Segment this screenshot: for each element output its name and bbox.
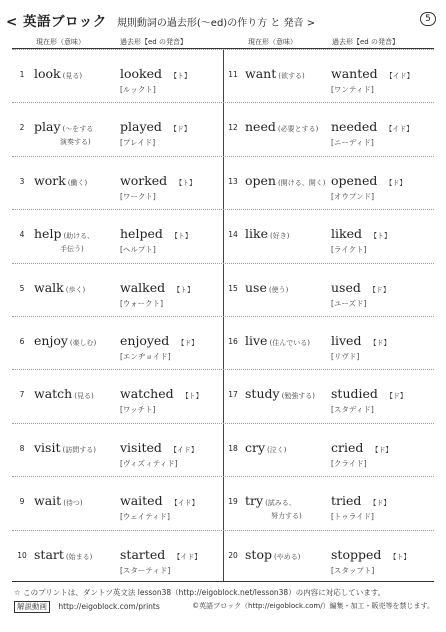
present-verb: study bbox=[245, 386, 280, 402]
ed-pronunciation: 【ド】 bbox=[371, 445, 393, 454]
footer-bar bbox=[14, 601, 434, 615]
katakana-reading: [スタディド] bbox=[331, 405, 374, 415]
katakana-reading: [ヴィズィティド] bbox=[120, 458, 178, 468]
video-button[interactable]: 解説動画 bbox=[14, 601, 50, 613]
present-form bbox=[34, 66, 82, 81]
table-row bbox=[12, 369, 434, 422]
table-row bbox=[12, 476, 434, 529]
katakana-reading: [トゥライド] bbox=[331, 512, 374, 522]
ed-pronunciation: 【ト】 bbox=[369, 232, 391, 241]
col-header-past-right: 過去形【ed の発音】 bbox=[332, 38, 399, 46]
verb-meaning: (始まる) bbox=[65, 552, 93, 561]
verb-number: 1 bbox=[19, 70, 25, 79]
verb-number: 10 bbox=[17, 550, 27, 560]
ed-pronunciation: 【ド】 bbox=[169, 125, 191, 134]
past-verb: needed bbox=[331, 119, 378, 135]
table-row bbox=[12, 423, 434, 476]
past-form bbox=[120, 547, 201, 562]
verb-number: 7 bbox=[19, 390, 25, 400]
verb-entry bbox=[12, 103, 223, 156]
verb-meaning: (試みる、 bbox=[265, 499, 296, 508]
present-form bbox=[245, 119, 318, 134]
katakana-reading: [ライクト] bbox=[331, 245, 367, 255]
past-verb: waited bbox=[120, 493, 163, 509]
present-form bbox=[34, 226, 94, 241]
verb-number: 4 bbox=[19, 230, 25, 240]
katakana-reading: [ワークト] bbox=[120, 191, 156, 201]
past-form bbox=[120, 280, 194, 295]
present-verb: use bbox=[245, 279, 267, 295]
footer-note: ☆ このプリントは、ダントツ英文法 lesson38（http://eigoblock.net/lesson38）の内容に対応しています。 bbox=[14, 588, 386, 597]
verb-meaning-continued: 演奏する) bbox=[60, 138, 91, 147]
past-verb: tried bbox=[331, 493, 362, 509]
verb-number: 13 bbox=[228, 176, 238, 186]
ed-pronunciation: 【ト】 bbox=[389, 552, 411, 561]
katakana-reading: [ニーディド] bbox=[331, 138, 374, 148]
present-verb: watch bbox=[34, 386, 73, 402]
verb-meaning: (住んでいる) bbox=[269, 339, 310, 347]
past-form bbox=[331, 119, 413, 134]
verb-meaning: (使う) bbox=[268, 285, 289, 294]
present-verb: work bbox=[34, 172, 66, 188]
verb-entry bbox=[12, 50, 223, 103]
table-row bbox=[12, 530, 434, 583]
ed-pronunciation: 【ト】 bbox=[170, 232, 192, 241]
present-form bbox=[34, 440, 96, 455]
ed-pronunciation: 【ト】 bbox=[170, 72, 192, 80]
verb-meaning: (やめる) bbox=[273, 552, 301, 561]
ed-pronunciation: 【イド】 bbox=[385, 125, 414, 134]
katakana-reading: [エンヂョイド] bbox=[120, 352, 171, 361]
present-form bbox=[245, 173, 325, 188]
past-verb: visited bbox=[120, 439, 162, 455]
verb-number: 17 bbox=[228, 390, 238, 400]
past-verb: used bbox=[331, 279, 361, 295]
ed-pronunciation: 【ド】 bbox=[369, 499, 391, 508]
verb-entry bbox=[223, 103, 434, 156]
verb-number: 9 bbox=[19, 497, 25, 507]
present-verb: wait bbox=[34, 493, 62, 509]
katakana-reading: [ワンティド] bbox=[331, 85, 374, 94]
verb-meaning: (待つ) bbox=[63, 499, 83, 508]
verb-meaning: (歩く) bbox=[65, 285, 86, 294]
verb-meaning: (欲する) bbox=[278, 72, 305, 80]
verb-meaning-continued: 努力する) bbox=[271, 512, 302, 521]
verb-entry bbox=[223, 424, 434, 477]
past-form bbox=[120, 66, 191, 81]
page-header bbox=[0, 0, 446, 36]
past-form bbox=[120, 226, 192, 241]
past-form bbox=[331, 333, 390, 348]
present-form bbox=[34, 333, 96, 348]
verb-meaning: (訪問する) bbox=[62, 445, 96, 454]
katakana-reading: [スターティド] bbox=[120, 565, 171, 575]
past-verb: watched bbox=[120, 386, 174, 402]
verb-entry bbox=[12, 264, 223, 317]
verb-number: 8 bbox=[19, 443, 25, 453]
katakana-reading: [ウェイティド] bbox=[120, 512, 170, 522]
verb-number: 3 bbox=[19, 176, 25, 186]
present-verb: stop bbox=[245, 546, 272, 562]
ed-pronunciation: 【ト】 bbox=[181, 392, 203, 401]
present-form bbox=[34, 493, 83, 508]
katakana-reading: [プレイド] bbox=[120, 138, 156, 148]
present-form bbox=[245, 386, 315, 401]
past-verb: studied bbox=[331, 386, 378, 402]
verb-number: 6 bbox=[19, 337, 25, 346]
verb-meaning: (〜をする bbox=[62, 125, 94, 134]
verb-meaning: (開ける、開く) bbox=[277, 178, 326, 187]
verb-meaning: (勉強する) bbox=[281, 392, 316, 401]
past-form bbox=[331, 173, 406, 188]
past-verb: opened bbox=[331, 172, 378, 188]
present-form bbox=[34, 173, 87, 188]
present-verb: open bbox=[245, 172, 276, 188]
present-verb: play bbox=[34, 119, 61, 135]
verb-meaning: (楽しむ) bbox=[69, 339, 97, 347]
verb-entry bbox=[12, 477, 223, 530]
past-verb: stopped bbox=[331, 546, 382, 562]
verb-entry bbox=[223, 50, 434, 103]
katakana-reading: [クライド] bbox=[331, 458, 367, 468]
table-row bbox=[12, 316, 434, 369]
past-form bbox=[331, 66, 414, 81]
present-form bbox=[245, 280, 288, 295]
present-form bbox=[245, 440, 287, 455]
present-form bbox=[245, 226, 289, 241]
present-verb: walk bbox=[34, 279, 64, 295]
present-form bbox=[34, 119, 93, 134]
katakana-reading: [ユーズド] bbox=[331, 298, 367, 308]
verb-number: 14 bbox=[228, 230, 238, 240]
verb-number: 18 bbox=[228, 443, 238, 453]
ed-pronunciation: 【ド】 bbox=[177, 339, 199, 347]
verb-meaning: (働く) bbox=[67, 178, 88, 187]
katakana-reading: [オウプンド] bbox=[331, 191, 375, 201]
page-number-badge: 5 bbox=[420, 12, 436, 26]
present-verb: cry bbox=[245, 439, 266, 455]
verb-entry bbox=[223, 477, 434, 530]
col-header-past-left: 過去形【ed の発音】 bbox=[120, 38, 187, 46]
ed-pronunciation: 【イド】 bbox=[170, 499, 199, 508]
past-verb: looked bbox=[120, 66, 163, 81]
verb-entry bbox=[12, 157, 223, 210]
table-row bbox=[12, 209, 434, 262]
present-verb: want bbox=[245, 66, 277, 81]
past-form bbox=[120, 493, 199, 508]
verb-entry bbox=[223, 370, 434, 423]
col-header-present-left: 現在形（意味） bbox=[36, 38, 85, 46]
past-form bbox=[331, 226, 391, 241]
verb-meaning: (必要とする) bbox=[277, 125, 319, 134]
katakana-reading: [ワッチト] bbox=[120, 405, 156, 415]
present-form bbox=[34, 547, 92, 562]
past-form bbox=[331, 440, 392, 455]
verb-meaning: (好き) bbox=[269, 232, 290, 241]
present-verb: start bbox=[34, 546, 64, 562]
verb-number: 19 bbox=[228, 497, 238, 507]
past-verb: liked bbox=[331, 226, 362, 242]
ed-pronunciation: 【イド】 bbox=[173, 552, 202, 561]
past-form bbox=[331, 547, 410, 562]
present-verb: need bbox=[245, 119, 276, 135]
past-verb: started bbox=[120, 546, 166, 562]
present-verb: help bbox=[34, 226, 62, 242]
present-form bbox=[245, 333, 310, 348]
present-form bbox=[34, 386, 94, 401]
past-verb: enjoyed bbox=[120, 333, 170, 348]
present-verb: try bbox=[245, 493, 264, 509]
present-form bbox=[245, 493, 296, 508]
verb-meaning: (見る) bbox=[74, 392, 94, 401]
verb-number: 2 bbox=[19, 123, 25, 133]
past-form bbox=[331, 386, 407, 401]
present-form bbox=[245, 66, 305, 81]
ed-pronunciation: 【イド】 bbox=[385, 72, 414, 80]
verb-entry bbox=[223, 264, 434, 317]
present-verb: visit bbox=[34, 439, 61, 455]
past-verb: helped bbox=[120, 226, 163, 242]
past-verb: walked bbox=[120, 279, 166, 295]
ed-pronunciation: 【ド】 bbox=[368, 285, 390, 294]
past-verb: played bbox=[120, 119, 162, 135]
verb-entry bbox=[12, 210, 223, 263]
katakana-reading: [スタップト] bbox=[331, 565, 375, 575]
verb-entry bbox=[223, 317, 434, 370]
ed-pronunciation: 【ド】 bbox=[385, 178, 407, 187]
past-verb: wanted bbox=[331, 66, 378, 81]
verb-number: 20 bbox=[228, 550, 238, 560]
past-form bbox=[120, 386, 203, 401]
past-form bbox=[120, 440, 198, 455]
copyright-text: ©英語ブロック（http://eigoblock.com/）編集・加工・販売等を禁じます。 bbox=[192, 602, 434, 610]
verb-entry bbox=[223, 210, 434, 263]
past-form bbox=[120, 333, 198, 348]
verb-entry bbox=[12, 370, 223, 423]
past-form bbox=[331, 493, 390, 508]
past-form bbox=[120, 173, 196, 188]
present-verb: look bbox=[34, 66, 61, 81]
verb-entry bbox=[12, 531, 223, 584]
table-row bbox=[12, 49, 434, 102]
header-title-line bbox=[6, 10, 315, 30]
verb-table bbox=[12, 48, 434, 582]
present-form bbox=[245, 547, 300, 562]
ed-pronunciation: 【イド】 bbox=[169, 445, 198, 454]
verb-number: 11 bbox=[228, 70, 238, 79]
katakana-reading: [ヘルプト] bbox=[120, 245, 156, 255]
site-logo: < 英語ブロック bbox=[6, 14, 107, 30]
verb-number: 12 bbox=[228, 123, 238, 133]
past-form bbox=[120, 119, 191, 134]
verb-number: 16 bbox=[228, 337, 238, 346]
col-header-present-right: 現在形（意味） bbox=[248, 38, 297, 46]
ed-pronunciation: 【ド】 bbox=[369, 339, 391, 347]
ed-pronunciation: 【ト】 bbox=[173, 285, 195, 294]
prints-link[interactable]: http://eigoblock.com/prints bbox=[58, 602, 160, 611]
table-row bbox=[12, 102, 434, 155]
verb-number: 5 bbox=[19, 283, 25, 293]
present-verb: live bbox=[245, 333, 268, 348]
ed-pronunciation: 【ト】 bbox=[175, 178, 197, 187]
verb-meaning: (見る) bbox=[62, 72, 83, 80]
present-verb: enjoy bbox=[34, 333, 68, 348]
verb-meaning: (助ける、 bbox=[63, 232, 95, 241]
past-form bbox=[331, 280, 390, 295]
katakana-reading: [ウォークト] bbox=[120, 298, 164, 308]
ed-pronunciation: 【ド】 bbox=[385, 392, 407, 401]
verb-entry bbox=[12, 424, 223, 477]
present-form bbox=[34, 280, 85, 295]
past-verb: worked bbox=[120, 172, 168, 188]
verb-entry bbox=[223, 531, 434, 584]
table-row bbox=[12, 156, 434, 209]
verb-meaning-continued: 手伝う) bbox=[60, 245, 84, 254]
table-row bbox=[12, 263, 434, 316]
past-verb: cried bbox=[331, 439, 364, 455]
past-verb: lived bbox=[331, 333, 362, 348]
katakana-reading: [リヴド] bbox=[331, 352, 360, 361]
verb-meaning: (泣く) bbox=[267, 445, 287, 454]
verb-entry bbox=[223, 157, 434, 210]
verb-entry bbox=[12, 317, 223, 370]
page-title: 規則動詞の過去形(〜ed)の作り方 と 発音 > bbox=[116, 18, 316, 29]
verb-number: 15 bbox=[228, 283, 238, 293]
present-verb: like bbox=[245, 226, 268, 242]
katakana-reading: [ルックト] bbox=[120, 85, 156, 94]
